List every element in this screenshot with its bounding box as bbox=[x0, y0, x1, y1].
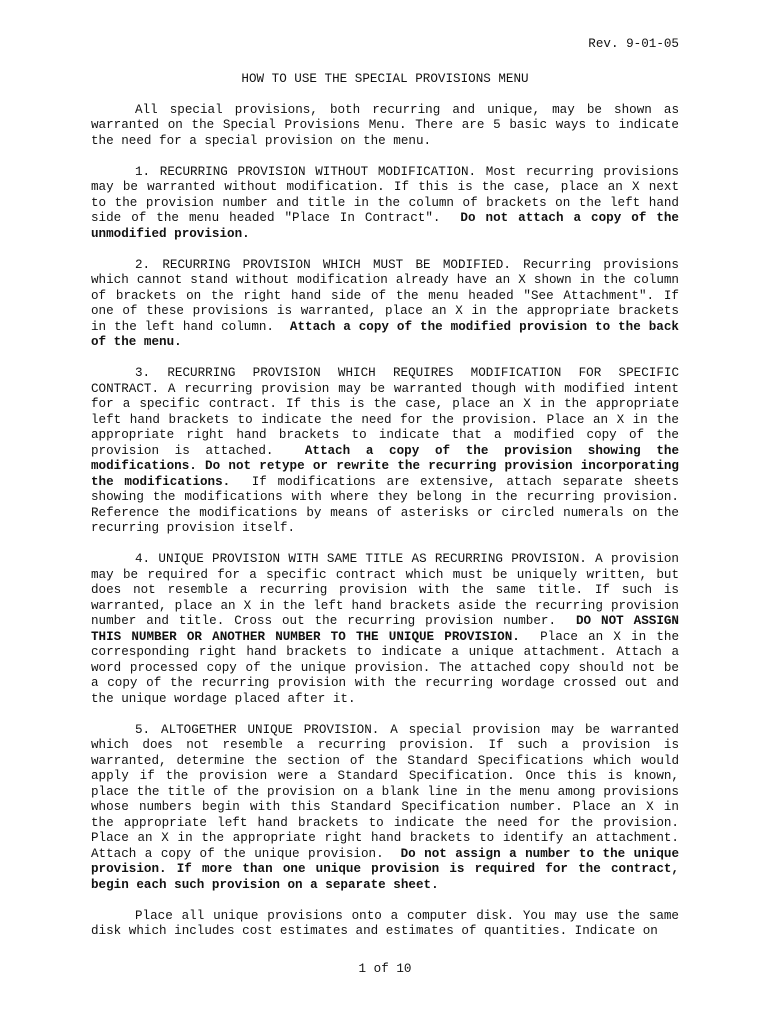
revision-label: Rev. 9-01-05 bbox=[588, 37, 679, 51]
item-4-paragraph bbox=[91, 552, 679, 707]
closing-text: Place all unique provisions onto a computer disk. You may use the same disk which includes cost estimates and estimates of quantities. Indicate on bbox=[91, 908, 679, 938]
item-1-bold: Do not attach a copy of the unmodified provision. bbox=[91, 211, 679, 241]
item-3-text: 3. RECURRING PROVISION WHICH REQUIRES MODIFICATION FOR SPECIFIC CONTRACT. A recurring provision may be warranted though with modified intent for a specific contract. If this is the case, place an X in the appropriate left hand brackets to indicate the need for the provision. Place an X in the appropriate right hand brackets to indicate that a modified copy of the provision is attached. bbox=[91, 366, 679, 458]
item-4-text: 4. UNIQUE PROVISION WITH SAME TITLE AS RECURRING PROVISION. A provision may be required for a specific contract which must be uniquely written, but does not resemble a recurring provision with the same title. If such is warranted, place an X in the left hand brackets aside the recurring provision number and title. Cross out the recurring provision number. bbox=[91, 552, 679, 628]
item-5-text: 5. ALTOGETHER UNIQUE PROVISION. A special provision may be warranted which does not resemble a recurring provision. If such a provision is warranted, determine the section of the Standard Specifications which would apply if the provision were a Standard Specification. Once this is known, place the title of the provision on a blank line in the menu among provisions whose numbers begin with this Standard Specification number. Place an X in the appropriate left hand brackets to indicate the need for the provision. Place an X in the appropriate right hand brackets to identify an attachment. Attach a copy of the unique provision. bbox=[91, 722, 679, 861]
page-number: 1 of 10 bbox=[358, 962, 412, 976]
closing-paragraph bbox=[91, 909, 679, 940]
item-1-text: 1. RECURRING PROVISION WITHOUT MODIFICATION. Most recurring provisions may be warranted without modification. If this is the case, place an X next to the provision number and title in the column of brackets on the left hand side of the menu headed "Place In Contract". bbox=[91, 164, 679, 225]
item-5-paragraph bbox=[91, 723, 679, 894]
item-4-bold: DO NOT ASSIGN THIS NUMBER OR ANOTHER NUMBER TO THE UNIQUE PROVISION. bbox=[91, 614, 679, 644]
item-2-text: 2. RECURRING PROVISION WHICH MUST BE MODIFIED. Recurring provisions which cannot stand without modification already have an X shown in the column of brackets on the right hand side of the menu headed "See Attachment". If one of these provisions is warranted, place an X in the appropriate brackets in the left hand column. bbox=[91, 257, 679, 334]
item-3-bold: Attach a copy of the provision showing the modifications. Do not retype or rewrite the recurring provision incorporating the modifications. bbox=[91, 443, 679, 489]
item-3-paragraph bbox=[91, 366, 679, 537]
document-page bbox=[91, 37, 679, 940]
item-1-paragraph bbox=[91, 165, 679, 243]
item-2-paragraph bbox=[91, 258, 679, 351]
item-5-bold: Do not assign a number to the unique provision. If more than one unique provision is required for the contract, begin each such provision on a separate sheet. bbox=[91, 846, 679, 892]
intro-paragraph bbox=[91, 103, 679, 150]
item-4-text-continued: Place an X in the corresponding right hand brackets to indicate a unique attachment. Attach a word processed copy of the unique provision. The attached copy should not be a copy of the recurring provision with the recurring wordage crossed out and the unique wordage placed after it. bbox=[91, 629, 679, 706]
intro-text: All special provisions, both recurring and unique, may be shown as warranted on the Special Provisions Menu. There are 5 basic ways to indicate the need for a special provision on the menu. bbox=[91, 102, 679, 148]
document-title: HOW TO USE THE SPECIAL PROVISIONS MENU bbox=[241, 71, 529, 86]
item-2-bold: Attach a copy of the modified provision to the back of the menu. bbox=[91, 319, 679, 349]
item-3-text-continued: If modifications are extensive, attach separate sheets showing the modifications with where they belong in the recurring provision. Reference the modifications by means of asterisks or circled numerals on the recurring provision itself. bbox=[91, 474, 679, 535]
